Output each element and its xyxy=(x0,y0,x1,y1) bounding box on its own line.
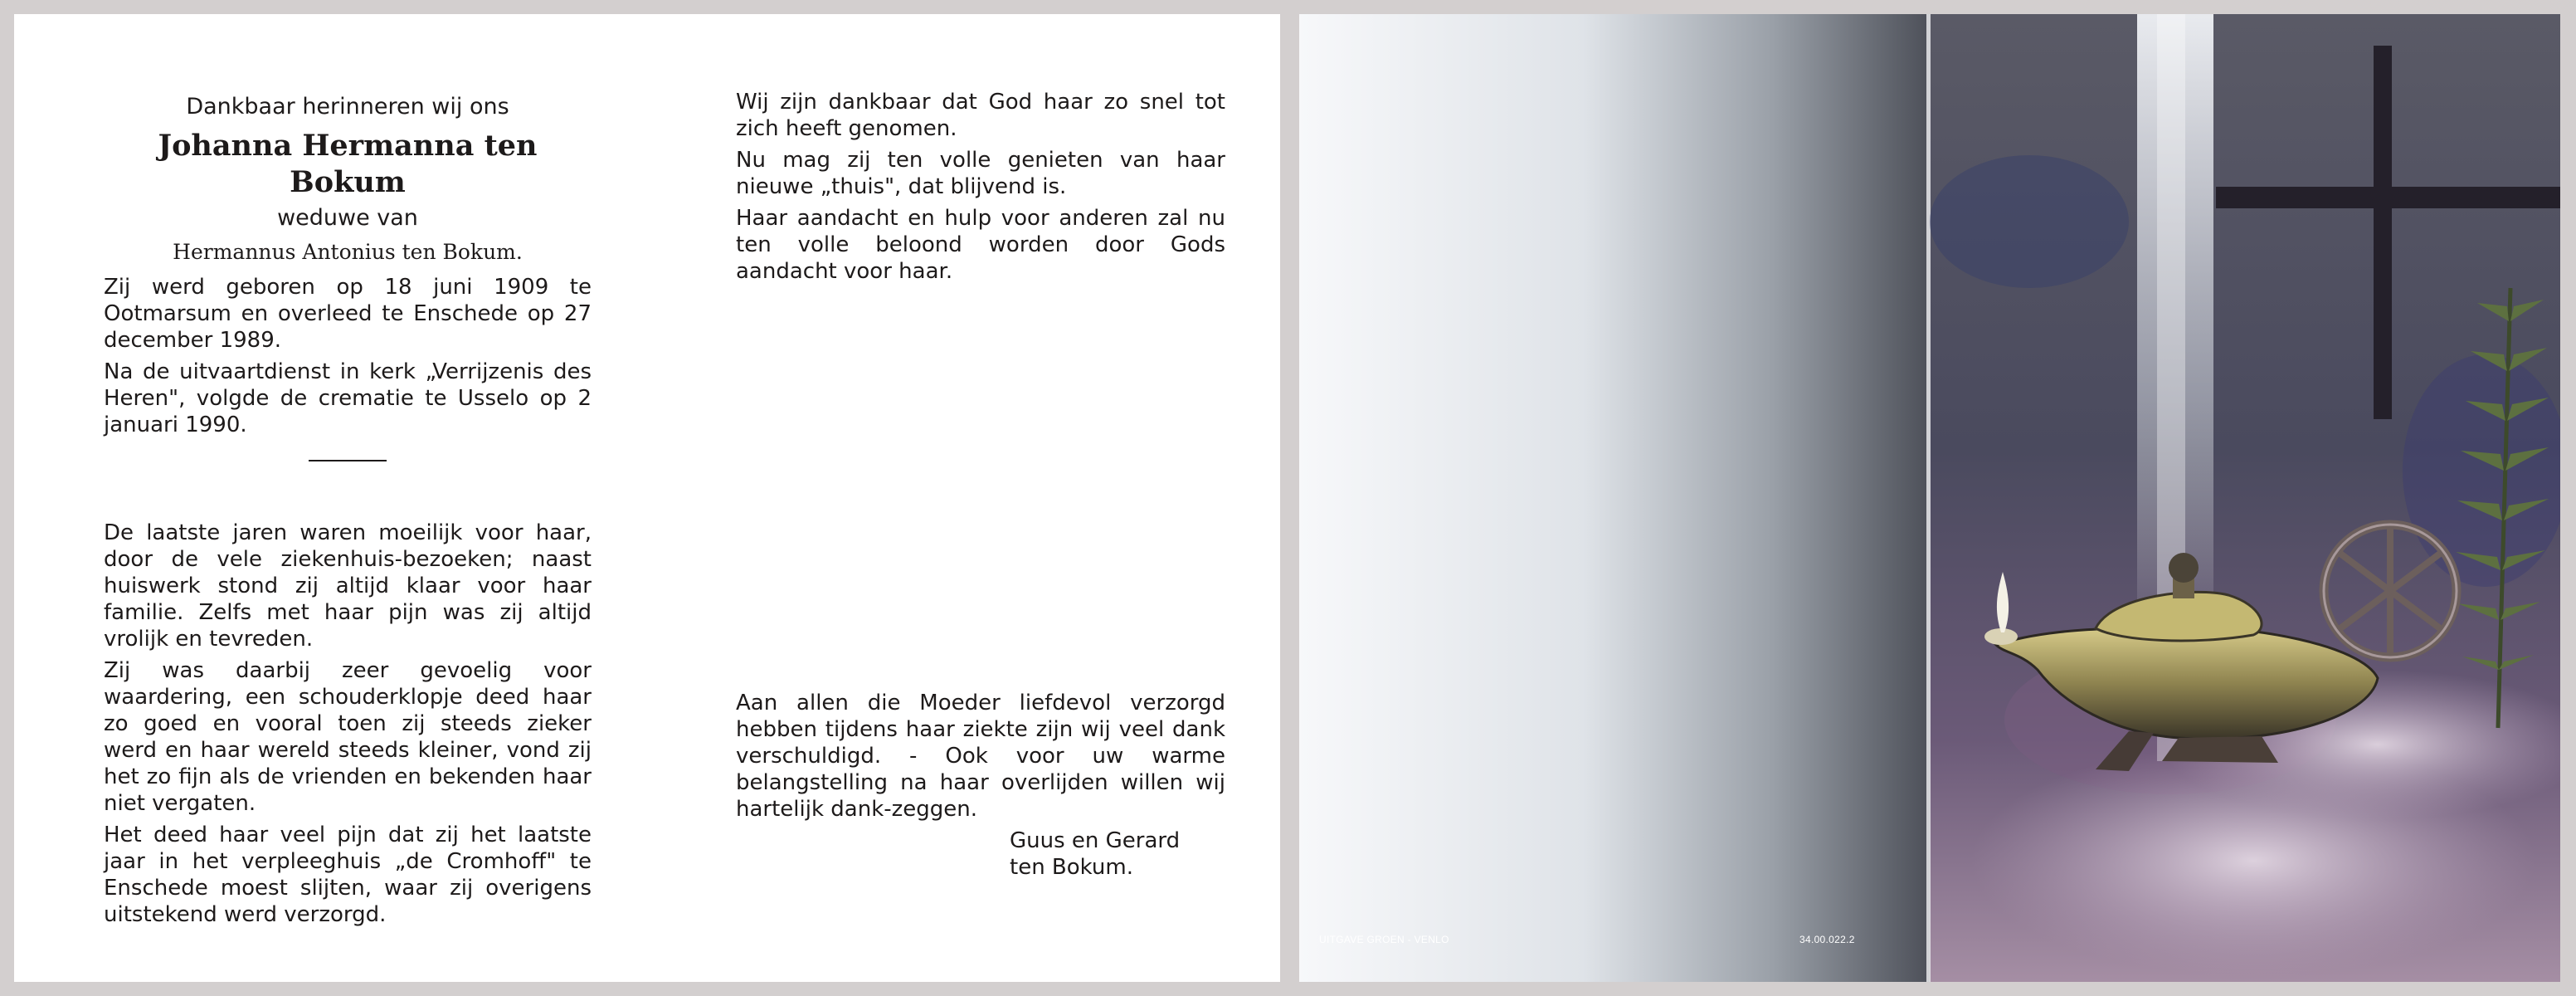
left-column xyxy=(104,93,592,933)
divider xyxy=(309,460,387,461)
right-column xyxy=(736,89,1225,881)
memorial-paragraph-2: Zij was daarbij zeer gevoelig voor waardering, een schouderklopje deed haar zo goed en vooral toen zij steeds zieker werd en haar wereld steeds kleiner, vond zij het zo fijn als de vrienden en bekenden haar niet vergaten. xyxy=(104,658,592,816)
signature-line-1: Guus en Gerard xyxy=(1010,828,1181,853)
funeral-text: Na de uitvaartdienst in kerk „Verrijzenis des Heren", volgde de crematie te Usselo op 2 januari 1990. xyxy=(104,359,592,437)
card-text-page xyxy=(14,14,1280,982)
memorial-paragraph-3: Het deed haar veel pijn dat zij het laatste jaar in het verpleeghuis „de Cromhoff" te Enschede moest slijten, waar zij overigens uitstekend werd verzorgd. xyxy=(104,823,592,927)
reward-paragraph: Haar aandacht en hulp voor anderen zal nu ten volle beloond worden door Gods aandacht voor haar. xyxy=(736,206,1225,284)
deceased-name: Johanna Hermanna ten Bokum xyxy=(158,129,538,199)
new-home-paragraph: Nu mag zij ten volle genieten van haar nieuwe „thuis", dat blijvend is. xyxy=(736,148,1225,199)
gratitude-paragraph: Wij zijn dankbaar dat God haar zo snel tot zich heeft genomen. xyxy=(736,90,1225,141)
widow-of-line: weduwe van xyxy=(277,205,418,231)
intro-line: Dankbaar herinneren wij ons xyxy=(186,94,509,120)
thanks-paragraph: Aan allen die Moeder liefdevol verzorgd hebben tijdens haar ziekte zijn wij veel dank verschuldigd. - Ook voor uw warme belangstelling na haar overlijden willen wij hartelijk dank-zeggen. xyxy=(736,691,1225,822)
cover-illustration xyxy=(1299,14,2560,982)
signature-block xyxy=(1010,828,1225,881)
birth-death-text: Zij werd geboren op 18 juni 1909 te Ootmarsum en overleed te Enschede op 27 december 1989. xyxy=(104,275,592,353)
card-code: 34.00.022.2 xyxy=(1799,934,1855,945)
husband-name: Hermannus Antonius ten Bokum. xyxy=(173,240,523,264)
publisher-imprint: UITGAVE GROEN - VENLO xyxy=(1319,934,1449,945)
signature-line-2: ten Bokum. xyxy=(1010,855,1134,880)
memorial-paragraph-1: De laatste jaren waren moeilijk voor haar, door de vele ziekenhuis-bezoeken; naast huiswerk stond zij altijd klaar voor haar familie. Zelfs met haar pijn was zij altijd vrolijk en tevreden. xyxy=(104,520,592,652)
card-cover-page xyxy=(1299,14,2560,982)
